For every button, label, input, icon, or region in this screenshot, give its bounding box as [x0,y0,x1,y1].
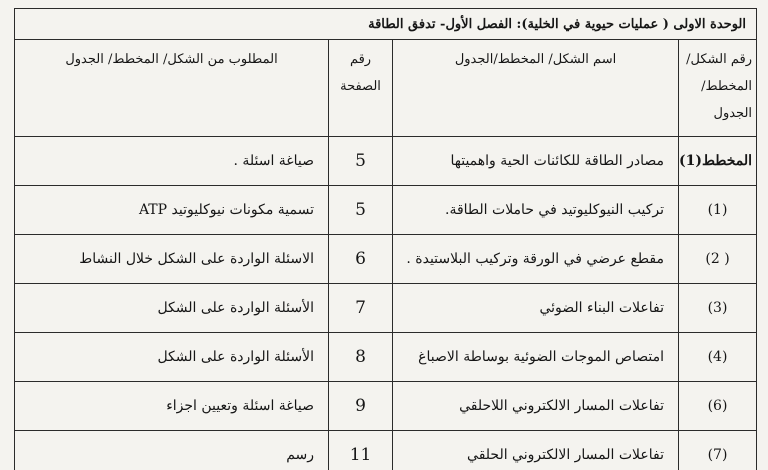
cell-page: 5 [329,137,393,186]
cell-name: مصادر الطاقة للكائنات الحية واهميتها [393,137,679,186]
cell-page: 6 [329,235,393,284]
table-row [15,382,757,431]
title-row [15,9,757,40]
cell-number: ( 2) [679,235,757,284]
cell-required: صياغة اسئلة وتعيين اجزاء [15,382,329,431]
header-row [15,40,757,137]
cell-number: (1) [679,186,757,235]
cell-required: الاسئلة الواردة على الشكل خلال النشاط [15,235,329,284]
cell-number: المخطط(1) [679,137,757,186]
cell-page: 7 [329,284,393,333]
cell-required: رسم [15,431,329,470]
cell-page: 5 [329,186,393,235]
cell-number: (6) [679,382,757,431]
cell-name: تفاعلات المسار الالكتروني الحلقي [393,431,679,470]
cell-name: تفاعلات المسار الالكتروني اللاحلقي [393,382,679,431]
cell-name: تركيب النيوكليوتيد في حاملات الطاقة. [393,186,679,235]
cell-required: الأسئلة الواردة على الشكل [15,333,329,382]
cell-number: (4) [679,333,757,382]
table-row [15,137,757,186]
header-page: رقم الصفحة [329,40,393,137]
cell-required: الأسئلة الواردة على الشكل [15,284,329,333]
cell-name: تفاعلات البناء الضوئي [393,284,679,333]
cell-page: 8 [329,333,393,382]
cell-required: تسمية مكونات نيوكليوتيد ATP [15,186,329,235]
figures-table [14,8,757,470]
unit-title: الوحدة الاولى ( عمليات حيوية في الخلية): الفصل الأول- تدفق الطاقة [15,9,757,40]
cell-number: (3) [679,284,757,333]
table-row [15,186,757,235]
table-row [15,284,757,333]
header-required: المطلوب من الشكل/ المخطط/ الجدول [15,40,329,137]
table-row [15,235,757,284]
cell-page: 11 [329,431,393,470]
cell-required: صياغة اسئلة . [15,137,329,186]
table-row [15,431,757,470]
cell-name: مقطع عرضي في الورقة وتركيب البلاستيدة . [393,235,679,284]
cell-number: (7) [679,431,757,470]
header-number: رقم الشكل/ المخطط/ الجدول [679,40,757,137]
cell-page: 9 [329,382,393,431]
cell-name: امتصاص الموجات الضوئية بوساطة الاصباغ [393,333,679,382]
table-row [15,333,757,382]
header-name: اسم الشكل/ المخطط/الجدول [393,40,679,137]
